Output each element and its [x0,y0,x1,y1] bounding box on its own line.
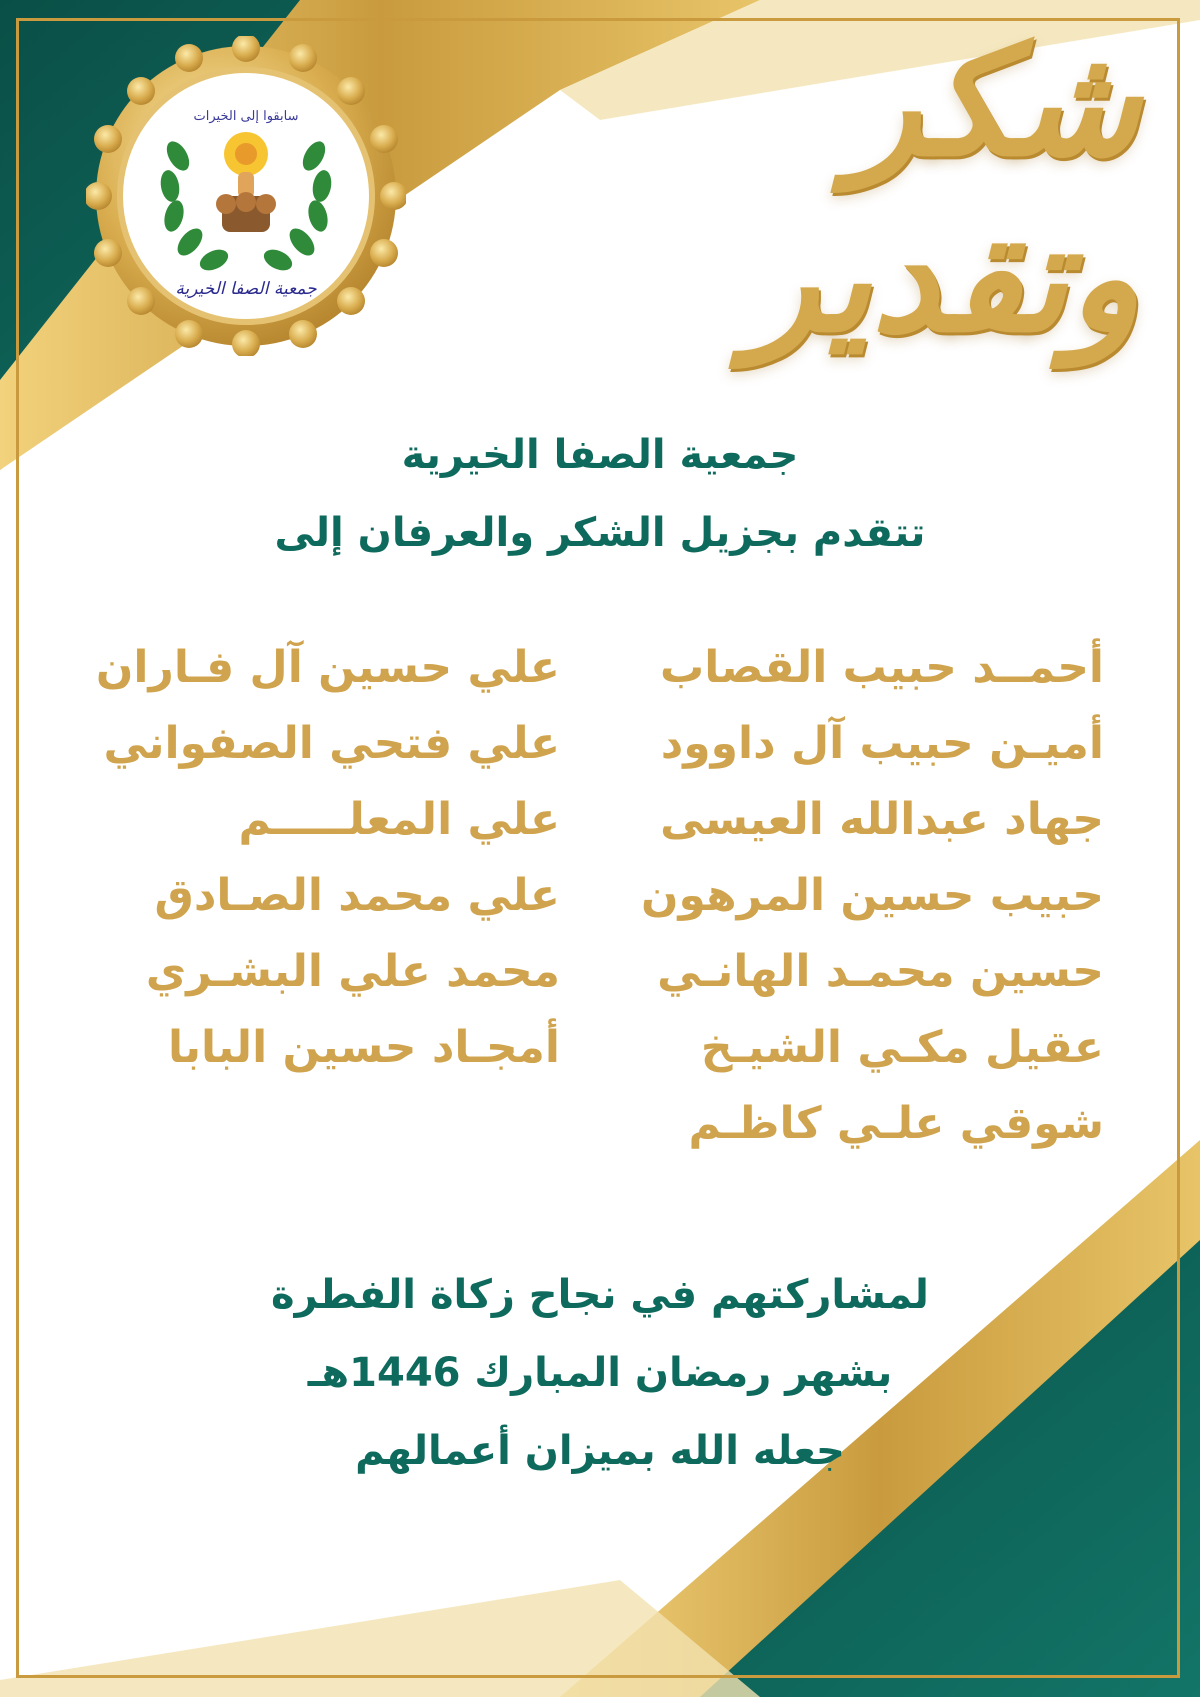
names-column-left [95,630,560,1086]
intro-line: تتقدم بجزيل الشكر والعرفان إلى [274,510,926,556]
honoree-name: علي فتحي الصفواني [103,718,560,769]
organization-name: جمعية الصفا الخيرية [401,432,799,478]
honoree-name: أحمــد حبيب القصاب [660,642,1104,693]
honoree-name: أميـن حبيب آل داوود [660,718,1104,769]
organization-logo-seal [86,36,406,356]
honoree-name: حسين محمـد الهانـي [657,946,1104,997]
thanks-calligraphy-title: شكر وتقدير [746,14,1140,366]
logo-bottom-text: جمعية الصفا الخيرية [175,279,317,299]
names-column-right [640,630,1104,1162]
honoree-name: علي المعلـــــم [238,794,560,845]
honoree-name: علي حسين آل فـاران [95,642,560,693]
honoree-name: علي محمد الصـادق [154,870,560,921]
honoree-name: حبيب حسين المرهون [640,870,1104,921]
honoree-name: شوقي علـي كاظـم [688,1098,1104,1149]
outro-line-ramadan: بشهر رمضان المبارك 1446هـ [307,1350,893,1396]
honoree-name: محمد علي البشـري [145,946,560,997]
honoree-name: عقيل مكـي الشيـخ [700,1022,1104,1073]
honoree-name: جهاد عبدالله العيسى [660,794,1104,845]
honoree-name: أمجـاد حسين البابا [168,1022,560,1073]
logo-top-text: سابقوا إلى الخيرات [193,109,299,124]
outro-line-prayer: جعله الله بميزان أعمالهم [355,1428,845,1474]
outro-line-participation: لمشاركتهم في نجاح زكاة الفطرة [271,1272,929,1318]
